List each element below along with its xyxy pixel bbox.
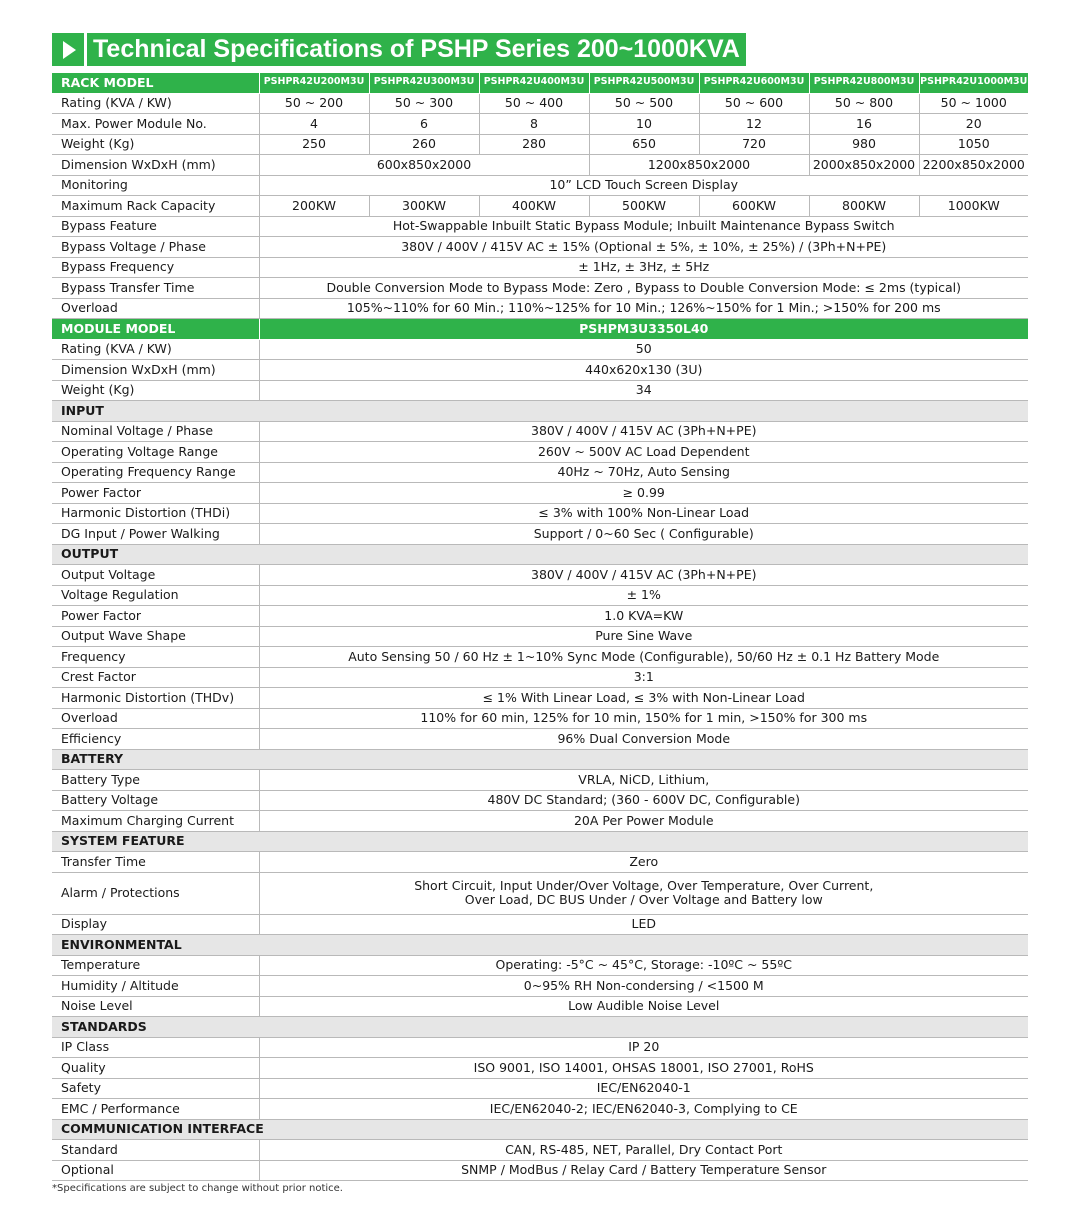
row-label: Humidity / Altitude [52,976,259,997]
spec-row [52,1160,1028,1181]
row-value: 800KW [809,196,919,217]
row-value: VRLA, NiCD, Lithium, [259,770,1028,791]
row-value: 300KW [369,196,479,217]
module-dimension-row [52,360,1028,381]
row-label: Harmonic Distortion (THDi) [52,503,259,524]
row-label: Rating (KVA / KW) [52,339,259,360]
row-value: 16 [809,114,919,135]
section-title: COMMUNICATION INTERFACE [52,1119,1028,1140]
footnote: *Specifications are subject to change without prior notice. [52,1183,343,1194]
row-label: Frequency [52,647,259,668]
row-value: 96% Dual Conversion Mode [259,729,1028,750]
row-label: Temperature [52,955,259,976]
row-value: 1000KW [919,196,1028,217]
section-header-row [52,831,1028,852]
row-label: Optional [52,1160,259,1181]
row-label: Harmonic Distortion (THDv) [52,688,259,709]
row-value: 1050 [919,134,1028,155]
spec-row [52,811,1028,832]
row-label: Operating Voltage Range [52,442,259,463]
spec-row [52,667,1028,688]
row-value: ± 1% [259,585,1028,606]
row-value: 650 [589,134,699,155]
spec-table-body [52,73,1028,1181]
row-value: ≥ 0.99 [259,483,1028,504]
spec-row [52,729,1028,750]
module-model-label: MODULE MODEL [52,319,259,340]
spec-row [52,688,1028,709]
row-value: 50 [259,339,1028,360]
row-label: Weight (Kg) [52,134,259,155]
row-value: ISO 9001, ISO 14001, OHSAS 18001, ISO 27001, RoHS [259,1058,1028,1079]
row-value: 34 [259,380,1028,401]
page-title [52,33,746,66]
spec-row [52,955,1028,976]
row-value: SNMP / ModBus / Relay Card / Battery Temperature Sensor [259,1160,1028,1181]
rack-model-name: PSHPR42U200M3U [259,73,369,93]
row-label: Output Wave Shape [52,626,259,647]
rack-dimension-row [52,155,1028,176]
row-label: Bypass Voltage / Phase [52,237,259,258]
section-title: BATTERY [52,749,1028,770]
row-value: 250 [259,134,369,155]
row-value: 4 [259,114,369,135]
spec-row [52,1099,1028,1120]
row-value: 20A Per Power Module [259,811,1028,832]
row-value: 6 [369,114,479,135]
row-value: 50 ~ 400 [479,93,589,114]
row-value: Operating: -5°C ~ 45°C, Storage: -10ºC ~ 55ºC [259,955,1028,976]
row-value: 40Hz ~ 70Hz, Auto Sensing [259,462,1028,483]
title-text: Technical Specifications of PSHP Series 200~1000KVA [87,33,746,66]
row-label: Bypass Feature [52,216,259,237]
rack-weight-row [52,134,1028,155]
rack-rating-row [52,93,1028,114]
row-value: Support / 0~60 Sec ( Configurable) [259,524,1028,545]
row-value: IP 20 [259,1037,1028,1058]
rack-model-header-row [52,73,1028,93]
rack-modules-row [52,114,1028,135]
row-label: Bypass Transfer Time [52,278,259,299]
row-label: Dimension WxDxH (mm) [52,155,259,176]
row-value: CAN, RS-485, NET, Parallel, Dry Contact Port [259,1140,1028,1161]
rack-model-name: PSHPR42U1000M3U [919,73,1028,93]
spec-row [52,442,1028,463]
row-value: 380V / 400V / 415V AC (3Ph+N+PE) [259,565,1028,586]
section-header-row [52,401,1028,422]
row-value: 50 ~ 300 [369,93,479,114]
rack-model-name: PSHPR42U500M3U [589,73,699,93]
row-label: IP Class [52,1037,259,1058]
spec-row [52,462,1028,483]
section-header-row [52,1119,1028,1140]
row-value: IEC/EN62040-1 [259,1078,1028,1099]
section-header-row [52,1017,1028,1038]
bypass-voltage-row [52,237,1028,258]
row-value: 260V ~ 500V AC Load Dependent [259,442,1028,463]
play-arrow-icon [52,33,84,66]
section-title: STANDARDS [52,1017,1028,1038]
row-value: 480V DC Standard; (360 - 600V DC, Configurable) [259,790,1028,811]
spec-row [52,976,1028,997]
spec-row [52,585,1028,606]
row-value: 50 ~ 800 [809,93,919,114]
row-label: Safety [52,1078,259,1099]
rack-monitoring-row [52,175,1028,196]
row-label: Overload [52,708,259,729]
row-label: Noise Level [52,996,259,1017]
row-value: 2000x850x2000 [809,155,919,176]
spec-row [52,1140,1028,1161]
rack-capacity-row [52,196,1028,217]
row-value: 380V / 400V / 415V AC (3Ph+N+PE) [259,421,1028,442]
row-label: Transfer Time [52,852,259,873]
row-value: 50 ~ 600 [699,93,809,114]
section-title: SYSTEM FEATURE [52,831,1028,852]
row-label: Overload [52,298,259,319]
row-value: 20 [919,114,1028,135]
row-value-line: Short Circuit, Input Under/Over Voltage, Over Temperature, Over Current, [414,877,874,893]
row-value: ± 1Hz, ± 3Hz, ± 5Hz [259,257,1028,278]
row-value: 8 [479,114,589,135]
row-value: 10 [589,114,699,135]
row-value: ≤ 3% with 100% Non-Linear Load [259,503,1028,524]
spec-row [52,606,1028,627]
rack-model-name: PSHPR42U400M3U [479,73,589,93]
row-value: Hot-Swappable Inbuilt Static Bypass Module; Inbuilt Maintenance Bypass Switch [259,216,1028,237]
module-model-name: PSHPM3U3350L40 [259,319,1028,340]
rack-model-name: PSHPR42U300M3U [369,73,479,93]
module-model-header-row [52,319,1028,340]
module-weight-row [52,380,1028,401]
row-label: Monitoring [52,175,259,196]
row-label: Weight (Kg) [52,380,259,401]
spec-row [52,421,1028,442]
row-value: ≤ 1% With Linear Load, ≤ 3% with Non-Linear Load [259,688,1028,709]
row-value: Zero [259,852,1028,873]
spec-row [52,790,1028,811]
row-label: EMC / Performance [52,1099,259,1120]
row-value: 600x850x2000 [259,155,589,176]
row-label: Efficiency [52,729,259,750]
spec-row [52,1037,1028,1058]
spec-row [52,996,1028,1017]
bypass-transfer-row [52,278,1028,299]
row-value-line: Over Load, DC BUS Under / Over Voltage and Battery low [464,892,823,907]
row-value: Auto Sensing 50 / 60 Hz ± 1~10% Sync Mode (Configurable), 50/60 Hz ± 0.1 Hz Battery Mode [259,647,1028,668]
row-label: Standard [52,1140,259,1161]
row-value: 380V / 400V / 415V AC ± 15% (Optional ± 5%, ± 10%, ± 25%) / (3Ph+N+PE) [259,237,1028,258]
row-value: LED [259,914,1028,935]
spec-row [52,524,1028,545]
row-value: 1200x850x2000 [589,155,809,176]
row-value: 400KW [479,196,589,217]
row-label: Maximum Rack Capacity [52,196,259,217]
row-label: Maximum Charging Current [52,811,259,832]
spec-row [52,708,1028,729]
row-value: 980 [809,134,919,155]
spec-table [52,73,1028,1181]
row-value: 12 [699,114,809,135]
row-label: Bypass Frequency [52,257,259,278]
row-value: 2200x850x2000 [919,155,1028,176]
row-value: Low Audible Noise Level [259,996,1028,1017]
spec-row [52,1078,1028,1099]
row-label: DG Input / Power Walking [52,524,259,545]
section-title: OUTPUT [52,544,1028,565]
rack-model-name: PSHPR42U600M3U [699,73,809,93]
rack-model-label: RACK MODEL [52,73,259,93]
row-label: Operating Frequency Range [52,462,259,483]
row-value: 1.0 KVA=KW [259,606,1028,627]
section-title: INPUT [52,401,1028,422]
row-label: Alarm / Protections [52,872,259,914]
spec-row [52,1058,1028,1079]
row-label: Output Voltage [52,565,259,586]
spec-row [52,852,1028,873]
row-label: Display [52,914,259,935]
row-label: Battery Voltage [52,790,259,811]
row-label: Quality [52,1058,259,1079]
section-header-row [52,749,1028,770]
spec-row [52,914,1028,935]
row-label: Power Factor [52,606,259,627]
rack-overload-row [52,298,1028,319]
row-value: 500KW [589,196,699,217]
row-label: Voltage Regulation [52,585,259,606]
row-value: 50 ~ 500 [589,93,699,114]
row-value: 0~95% RH Non-condersing / <1500 M [259,976,1028,997]
row-value: 50 ~ 1000 [919,93,1028,114]
row-value: 440x620x130 (3U) [259,360,1028,381]
row-label: Power Factor [52,483,259,504]
row-label: Crest Factor [52,667,259,688]
row-value: 600KW [699,196,809,217]
spec-row [52,565,1028,586]
row-label: Max. Power Module No. [52,114,259,135]
row-value [259,872,1028,914]
bypass-frequency-row [52,257,1028,278]
row-value: Double Conversion Mode to Bypass Mode: Zero , Bypass to Double Conversion Mode: ≤ 2ms (typical) [259,278,1028,299]
spec-row [52,647,1028,668]
bypass-feature-row [52,216,1028,237]
spec-row [52,872,1028,914]
row-value: 105%~110% for 60 Min.; 110%~125% for 10 Min.; 126%~150% for 1 Min.; >150% for 200 ms [259,298,1028,319]
row-value: Pure Sine Wave [259,626,1028,647]
section-header-row [52,935,1028,956]
module-rating-row [52,339,1028,360]
row-value: 3:1 [259,667,1028,688]
row-value: 200KW [259,196,369,217]
row-label: Dimension WxDxH (mm) [52,360,259,381]
row-value: 720 [699,134,809,155]
spec-row [52,483,1028,504]
spec-row [52,770,1028,791]
rack-model-name: PSHPR42U800M3U [809,73,919,93]
spec-row [52,503,1028,524]
row-label: Nominal Voltage / Phase [52,421,259,442]
section-header-row [52,544,1028,565]
row-value: 10” LCD Touch Screen Display [259,175,1028,196]
row-value: 110% for 60 min, 125% for 10 min, 150% for 1 min, >150% for 300 ms [259,708,1028,729]
row-value: 280 [479,134,589,155]
row-label: Battery Type [52,770,259,791]
row-value: IEC/EN62040-2; IEC/EN62040-3, Complying to CE [259,1099,1028,1120]
row-label: Rating (KVA / KW) [52,93,259,114]
row-value: 50 ~ 200 [259,93,369,114]
row-value: 260 [369,134,479,155]
spec-row [52,626,1028,647]
section-title: ENVIRONMENTAL [52,935,1028,956]
